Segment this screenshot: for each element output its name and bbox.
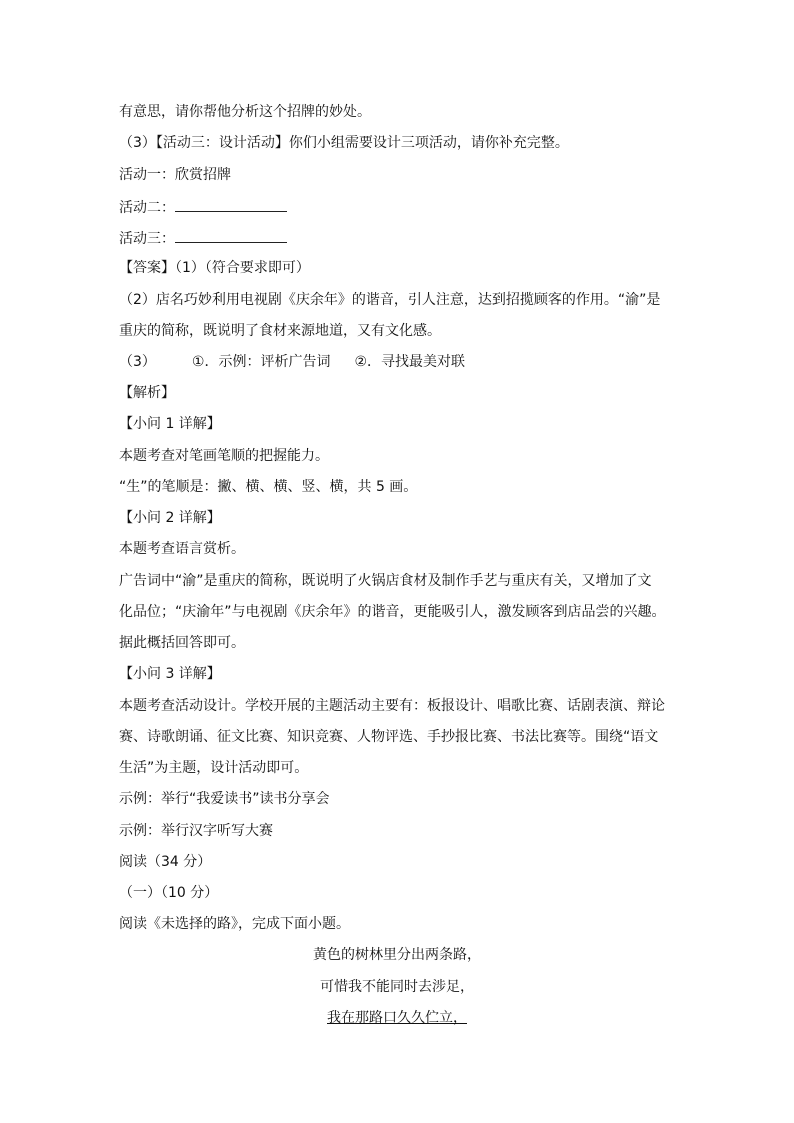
text-line: 赛、诗歌朗诵、征文比赛、知识竞赛、人物评选、手抄报比赛、书法比赛等。围绕“语文 xyxy=(119,729,659,745)
activity-one: 活动一：欣赏招牌 xyxy=(119,167,231,183)
text-line: 本题考查对笔画笔顺的把握能力。 xyxy=(119,448,329,464)
poem-line-1: 黄色的树林里分出两条路， xyxy=(313,947,481,963)
text-line: 据此概括回答即可。 xyxy=(119,635,245,651)
answer-three-example-1: ①．示例：评析广告词 xyxy=(191,354,331,370)
activity-two xyxy=(119,197,287,217)
poem-line-2: 可惜我不能同时去涉足， xyxy=(320,979,474,995)
text-line: 化品位；“庆渝年”与电视剧《庆余年》的谐音，更能吸引人，激发顾客到店品尝的兴趣。 xyxy=(119,604,666,620)
analysis-heading: 【解析】 xyxy=(119,385,175,401)
activity-three-prompt: （3）【活动三：设计活动】你们小组需要设计三项活动，请你补充完整。 xyxy=(119,135,569,151)
text-line: “生”的笔顺是：撇、横、横、竖、横，共 5 画。 xyxy=(119,479,418,495)
activity-two-label: 活动二： xyxy=(119,200,175,216)
activity-three-blank[interactable] xyxy=(175,228,287,243)
answer-two-line-2: 重庆的简称，既说明了食材来源地道，又有文化感。 xyxy=(119,323,441,339)
answer-two-line-1: （2）店名巧妙利用电视剧《庆余年》的谐音，引人注意，达到招揽顾客的作用。“渝”是 xyxy=(119,292,661,308)
reading-part-one-heading: （一）（10 分） xyxy=(119,885,219,901)
activity-three xyxy=(119,228,287,248)
text-line: 生活”为主题，设计活动即可。 xyxy=(119,760,309,776)
activity-three-label: 活动三： xyxy=(119,231,175,247)
reading-instruction: 阅读《未选择的路》，完成下面小题。 xyxy=(119,916,350,932)
answer-three-number: （3） xyxy=(119,354,156,370)
sub-question-1-heading: 【小问 1 详解】 xyxy=(119,416,221,432)
sub-question-2-heading: 【小问 2 详解】 xyxy=(119,510,221,526)
text-line: 广告词中“渝”是重庆的简称，既说明了火锅店食材及制作手艺与重庆有关，又增加了文 xyxy=(119,573,652,589)
answer-three xyxy=(119,353,465,371)
poem-line-3: 我在那路口久久伫立， xyxy=(327,1010,467,1026)
text-line: 有意思，请你帮他分析这个招牌的妙处。 xyxy=(119,104,371,120)
answer-heading: 【答案】（1）（符合要求即可） xyxy=(119,260,310,276)
activity-two-blank[interactable] xyxy=(175,197,287,212)
text-line: 本题考查活动设计。学校开展的主题活动主要有：板报设计、唱歌比赛、话剧表演、辩论 xyxy=(119,698,665,714)
answer-three-example-2: ②．寻找最美对联 xyxy=(354,354,466,370)
text-line: 本题考查语言赏析。 xyxy=(119,541,245,557)
example-line: 示例：举行“我爱读书”读书分享会 xyxy=(119,791,330,807)
sub-question-3-heading: 【小问 3 详解】 xyxy=(119,666,221,682)
example-line: 示例：举行汉字听写大赛 xyxy=(119,823,273,839)
reading-section-heading: 阅读（34 分） xyxy=(119,854,212,870)
